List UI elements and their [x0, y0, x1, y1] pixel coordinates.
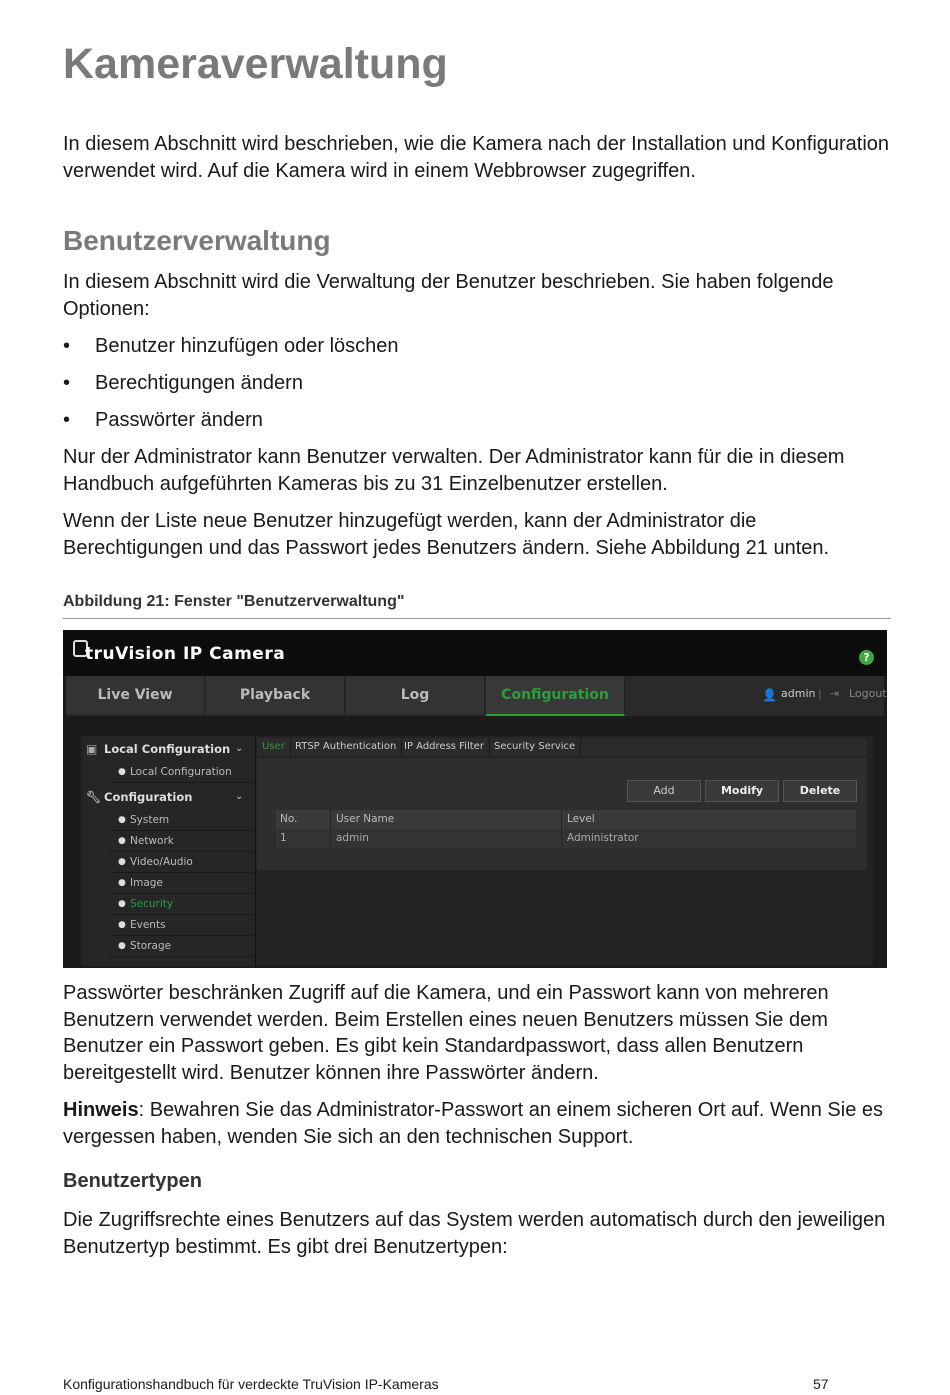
sidebar-item-label: System — [130, 814, 170, 826]
camera-header — [63, 630, 887, 676]
tab-configuration[interactable]: Configuration — [486, 676, 625, 716]
list-item-text: Berechtigungen ändern — [95, 372, 303, 394]
passwords-paragraph: Passwörter beschränken Zugriff auf die Kamera, und ein Passwort kann von mehreren Benutzern verwendet werden. Beim Erstellen eines neuen Benutzers müssen Sie dem Benutzer ein Passwort geben. Es gibt kein Standardpasswort, dass allen Benutzern bereitgestellt wird. Benutzer können ihre Passwörter ändern. — [63, 982, 829, 1084]
intro-paragraph: In diesem Abschnitt wird beschrieben, wie die Kamera nach der Installation und Konfiguration verwendet wird. Auf die Kamera wird in einem Webbrowser zugegriffen. — [63, 133, 890, 182]
sidebar-item-events[interactable] — [111, 915, 253, 936]
sidebar-item-label: Video/Audio — [130, 856, 193, 868]
column-divider — [330, 810, 331, 829]
delete-button[interactable]: Delete — [783, 780, 857, 802]
column-header-user-name: User Name — [336, 813, 395, 825]
logout-icon[interactable]: ⇥ — [830, 687, 840, 700]
note-paragraph — [63, 1097, 893, 1150]
user-icon: 👤 — [762, 688, 777, 702]
note-label: Hinweis — [63, 1099, 139, 1121]
subtab-ip-address-filter[interactable]: IP Address Filter — [399, 738, 490, 756]
brand-title: truVision IP Camera — [85, 644, 286, 664]
tab-log[interactable]: Log — [346, 676, 485, 714]
bullet-icon: ● — [118, 767, 126, 777]
page-title: Kameraverwaltung — [63, 40, 448, 88]
sidebar-group-configuration[interactable] — [83, 786, 253, 808]
column-header-level: Level — [567, 813, 595, 825]
sidebar-item-network[interactable] — [111, 831, 253, 852]
cell-level: Administrator — [567, 832, 639, 844]
page-number: 57 — [813, 1376, 829, 1392]
user-panel — [257, 758, 867, 870]
section-intro: In diesem Abschnitt wird die Verwaltung der Benutzer beschrieben. Sie haben folgende Optionen: — [63, 271, 834, 320]
sidebar-item-label: Network — [130, 835, 174, 847]
sidebar-item-label: Image — [130, 877, 163, 889]
sidebar-group-label: Configuration — [104, 790, 193, 804]
sidebar-item-label: Local Configuration — [130, 766, 232, 778]
add-button[interactable]: Add — [627, 780, 701, 802]
sidebar-item-security[interactable] — [111, 894, 253, 915]
bullet-icon: • — [63, 372, 71, 394]
sidebar-item-storage[interactable] — [111, 936, 253, 957]
column-divider — [561, 829, 562, 848]
column-divider — [330, 829, 331, 848]
table-row[interactable] — [276, 829, 856, 848]
header-separator: | — [818, 687, 822, 700]
list-item-text: Benutzer hinzufügen oder löschen — [95, 335, 399, 357]
tab-live-view[interactable]: Live View — [66, 676, 205, 714]
bullet-icon: ● — [118, 941, 126, 951]
current-user: admin — [781, 687, 816, 700]
sidebar-item-label: Events — [130, 919, 166, 931]
new-users-paragraph: Wenn der Liste neue Benutzer hinzugefügt werden, kann der Administrator die Berechtigungen und das Passwort jedes Benutzers ändern. Siehe Abbildung 21 unten. — [63, 510, 830, 559]
bullet-icon: • — [63, 409, 71, 431]
subtab-user[interactable]: User — [257, 738, 291, 756]
bullet-icon: ● — [118, 857, 126, 867]
admin-paragraph: Nur der Administrator kann Benutzer verwalten. Der Administrator kann für die in diesem Handbuch aufgeführten Kameras bis zu 31 Einzelbenutzer erstellen. — [63, 446, 845, 495]
chevron-down-icon: ⌄ — [235, 791, 244, 802]
bullet-icon: ● — [118, 920, 126, 930]
sidebar-item-local-configuration[interactable] — [111, 762, 253, 783]
sidebar-item-image[interactable] — [111, 873, 253, 894]
security-subtabs — [257, 738, 867, 756]
user-types-paragraph: Die Zugriffsrechte eines Benutzers auf das System werden automatisch durch den jeweiligen Benutzertyp bestimmt. Es gibt drei Benutzertypen: — [63, 1209, 886, 1258]
caption-divider — [63, 618, 891, 619]
main-nav — [66, 676, 887, 716]
monitor-icon: ▣ — [86, 742, 98, 756]
modify-button[interactable]: Modify — [705, 780, 779, 802]
cell-no: 1 — [280, 832, 287, 844]
column-header-no: No. — [280, 813, 298, 825]
logout-link[interactable]: Logout — [849, 687, 887, 700]
bullet-icon: ● — [118, 878, 126, 888]
user-table-header — [276, 810, 856, 829]
config-sidebar — [83, 736, 256, 966]
cell-user-name: admin — [336, 832, 369, 844]
sidebar-item-label: Security — [130, 898, 174, 910]
sidebar-item-system[interactable] — [111, 810, 253, 831]
figure-caption: Abbildung 21: Fenster "Benutzerverwaltung" — [63, 593, 405, 610]
help-icon[interactable]: ? — [859, 650, 874, 665]
bullet-icon: ● — [118, 836, 126, 846]
subtab-security-service[interactable]: Security Service — [489, 738, 581, 756]
subtab-rtsp-authentication[interactable]: RTSP Authentication — [290, 738, 402, 756]
chevron-down-icon: ⌄ — [235, 743, 244, 754]
sidebar-item-video-audio[interactable] — [111, 852, 253, 873]
bullet-icon: ● — [118, 899, 126, 909]
sidebar-group-local-configuration[interactable] — [83, 738, 253, 760]
column-divider — [561, 810, 562, 829]
wrench-icon: 🔧︎ — [86, 790, 102, 804]
section-heading: Benutzerverwaltung — [63, 225, 331, 256]
bullet-icon: ● — [118, 815, 126, 825]
list-item-text: Passwörter ändern — [95, 409, 263, 431]
tab-playback[interactable]: Playback — [206, 676, 345, 714]
footer-title: Konfigurationshandbuch für verdeckte TruVision IP-Kameras — [63, 1376, 439, 1392]
config-content — [81, 736, 873, 966]
camera-ui-figure — [63, 630, 887, 968]
note-text: : Bewahren Sie das Administrator-Passwort an einem sicheren Ort auf. Wenn Sie es vergessen haben, wenden Sie sich an den technischen Support. — [63, 1099, 884, 1148]
sidebar-item-label: Storage — [130, 940, 172, 952]
bullet-icon: • — [63, 335, 71, 357]
subheading-user-types: Benutzertypen — [63, 1170, 202, 1192]
sidebar-group-label: Local Configuration — [104, 742, 231, 756]
